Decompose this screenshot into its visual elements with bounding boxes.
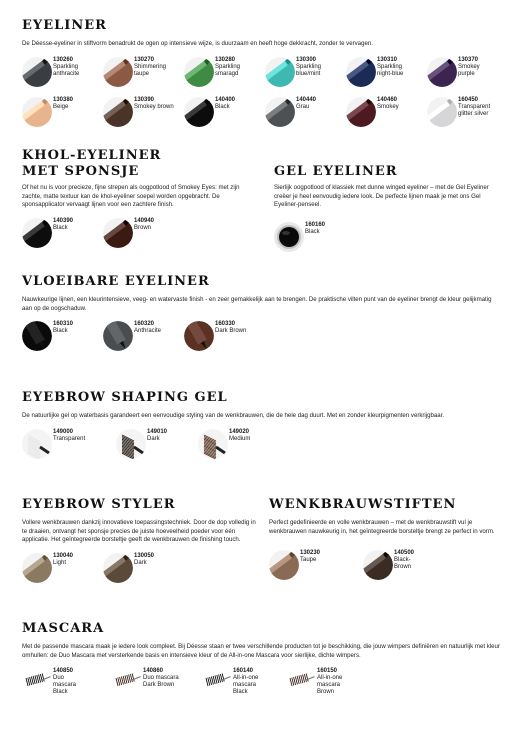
- product-name: Shimmering taupe: [134, 63, 167, 77]
- section-vloeibare-eyeliner: [22, 274, 502, 357]
- pencil-image: [22, 57, 52, 87]
- product-item[interactable]: [427, 57, 497, 93]
- liquid-liner-image: [103, 321, 133, 351]
- product-grid: [22, 668, 502, 704]
- product-code: 160330: [215, 321, 236, 328]
- product-name: Beige: [53, 103, 69, 110]
- section-description: Met de passende mascara maak je iedere look compleet. Bij Déesse staan er twee verschillende producten tot je beschikking, die jouw wimpers definiëren en natuurlijk met kleur omhullen: de Duo Mascara met versterkende basis en intensieve kleur of de All-in-one Mascara voor sierlijke, dichte wimpers.: [22, 643, 500, 659]
- product-name: Dark: [134, 559, 147, 566]
- product-name: Medium: [229, 435, 251, 442]
- section-description: Perfect gedefinieerde en volle wenkbrauwen – met de wenkbrauwstift vul je wenkbrauwen nauwkeurig in, het geïntegreerde borsteltje brengt ze perfect in vorm.: [269, 519, 495, 535]
- section-description: De Déesse-eyeliner in stiftvorm benadrukt de ogen op intensieve wijze, is duurzaam en heeft hoge dekkracht, zonder te vervagen.: [22, 40, 373, 47]
- product-item[interactable]: [22, 321, 92, 357]
- mascara-wand-image: [112, 668, 142, 698]
- pencil-image: [184, 57, 214, 87]
- section-title: EYELINER: [22, 18, 107, 33]
- product-code: 140850: [53, 668, 74, 675]
- section-title: KHOL-EYELINER MET SPONSJE: [22, 148, 162, 179]
- product-name: Black: [53, 328, 68, 335]
- product-code: 130230: [300, 550, 321, 557]
- product-code: 140500: [394, 550, 415, 557]
- pencil-image: [22, 97, 52, 127]
- product-item[interactable]: [269, 550, 339, 586]
- section-description: Of het nu is voor precieze, fijne strepen als oogpotlood of Smokey Eyes: met zijn zachte, matte textuur kan de khol-eyeliner soepel worden opgebracht. De sponsapplicator vervaagt lijnen voor een zachtere finish.: [22, 184, 240, 209]
- pencil-image: [346, 97, 376, 127]
- section-description: Nauwkeurige lijnen, een kleurintensieve, veeg- en watervaste finish - en zeer gemakkelijk aan te brengen. De praktische vilten punt van de eyeliner brengt de kleur gelijkmatig aan op de oogschaduw.: [22, 296, 492, 312]
- product-item[interactable]: [346, 97, 416, 133]
- product-item[interactable]: [22, 553, 92, 589]
- product-name: All-in-one mascara Black: [233, 675, 259, 696]
- product-item[interactable]: [22, 668, 92, 704]
- product-code: 160320: [134, 321, 155, 328]
- product-name: Black: [215, 103, 230, 110]
- product-name: Smokey brown: [134, 103, 174, 110]
- section-title: WENKBRAUWSTIFTEN: [269, 497, 457, 512]
- mascara-wand-image: [202, 668, 232, 698]
- liquid-liner-image: [22, 321, 52, 351]
- product-item[interactable]: [112, 668, 182, 704]
- section-title: VLOEIBARE EYELINER: [22, 274, 210, 289]
- product-code: 160160: [305, 221, 326, 228]
- product-item[interactable]: [22, 429, 92, 465]
- brow-brush-image: [116, 429, 146, 459]
- pencil-image: [265, 57, 295, 87]
- product-item[interactable]: [427, 97, 497, 133]
- product-name: All-in-one mascara Brown: [317, 675, 343, 696]
- pencil-image: [22, 218, 52, 248]
- section-eyeliner: [22, 18, 502, 137]
- product-item[interactable]: [274, 222, 344, 258]
- section-description: Sierlijk oogpotlood of klassiek met dunne winged eyeliner – met de Gel Eyeliner creëer je heel eenvoudig iedere look. De perfecte lijnen maak je met ons Gel Eyeliner-penseel.: [274, 184, 489, 209]
- product-code: 149010: [147, 428, 168, 435]
- product-item[interactable]: [184, 57, 254, 93]
- product-grid: [274, 222, 504, 258]
- pencil-image: [427, 97, 457, 127]
- product-item[interactable]: [103, 97, 173, 133]
- product-code: 160140: [233, 668, 254, 675]
- mascara-wand-image: [286, 668, 316, 698]
- product-code: 140440: [296, 96, 317, 103]
- product-grid: [22, 321, 502, 357]
- pencil-image: [103, 553, 133, 583]
- product-code: 130040: [53, 552, 74, 559]
- pencil-image: [22, 553, 52, 583]
- product-name: Transparent glitter silver: [458, 103, 491, 117]
- pencil-image: [184, 97, 214, 127]
- product-code: 160150: [317, 668, 338, 675]
- product-grid: [22, 429, 502, 465]
- product-name: Light: [53, 559, 67, 566]
- product-code: 140460: [377, 96, 398, 103]
- product-code: 130390: [134, 96, 155, 103]
- pencil-image: [103, 57, 133, 87]
- product-name: Brown: [134, 224, 152, 231]
- product-name: Black: [305, 228, 320, 235]
- product-name: Grau: [296, 103, 310, 110]
- section-description: Vollere wenkbrauwen dankzij innovatieve toepassingstechniek. Door de dop volledig in te draaien, ontvangt het sponsje precies de juiste hoeveelheid poeder voor één applicatie. Het geïntegreerde borsteltje geeft de wenkbrauwen de finishing touch.: [22, 519, 256, 544]
- product-item[interactable]: [103, 321, 173, 357]
- product-item[interactable]: [184, 97, 254, 133]
- section-khol-eyeliner: [22, 148, 252, 254]
- product-code: 130050: [134, 552, 155, 559]
- product-name: Sparkling night-blue: [377, 63, 404, 77]
- product-item[interactable]: [116, 429, 186, 465]
- product-item[interactable]: [202, 668, 272, 704]
- product-grid: [22, 218, 252, 254]
- product-name: Anthracite: [134, 328, 162, 335]
- product-name: Sparkling smaragd: [215, 63, 241, 77]
- brow-brush-image: [198, 429, 228, 459]
- pencil-image: [427, 57, 457, 87]
- section-title: MASCARA: [22, 621, 105, 636]
- section-mascara: [22, 621, 502, 704]
- product-name: Black: [53, 224, 68, 231]
- section-wenkbrauwstiften: [269, 497, 504, 586]
- product-code: 160450: [458, 96, 479, 103]
- product-item[interactable]: [265, 57, 335, 93]
- product-name: Dark: [147, 435, 160, 442]
- product-name: Dark Brown: [215, 328, 247, 335]
- product-item[interactable]: [198, 429, 268, 465]
- product-item[interactable]: [22, 218, 92, 254]
- product-item[interactable]: [363, 550, 433, 586]
- product-grid: [22, 553, 257, 589]
- brow-brush-image: [22, 429, 52, 459]
- product-name: Black-Brown: [394, 557, 412, 571]
- product-name: Duo mascara Dark Brown: [143, 675, 179, 689]
- product-item[interactable]: [265, 97, 335, 133]
- pencil-image: [103, 218, 133, 248]
- pencil-image: [265, 97, 295, 127]
- product-name: Sparkling blue/mint: [296, 63, 322, 77]
- product-code: 160310: [53, 321, 74, 328]
- section-gel-eyeliner: [274, 164, 504, 258]
- product-code: 130300: [296, 56, 317, 63]
- product-item[interactable]: [22, 57, 92, 93]
- product-code: 140390: [53, 217, 74, 224]
- section-title: GEL EYELINER: [274, 164, 398, 179]
- product-name: Smokey purple: [458, 63, 480, 77]
- product-code: 130260: [53, 56, 74, 63]
- product-name: Taupe: [300, 557, 317, 564]
- section-title: EYEBROW STYLER: [22, 497, 176, 512]
- product-code: 140860: [143, 668, 164, 675]
- product-item[interactable]: [22, 97, 92, 133]
- section-description: De natuurlijke gel op waterbasis garandeert een eenvoudige styling van de wenkbrauwen, die de hele dag duurt. Met en zonder kleurpigmenten verkrijgbaar.: [22, 412, 445, 419]
- product-code: 140940: [134, 217, 155, 224]
- mascara-wand-image: [22, 668, 52, 698]
- section-eyebrow-styler: [22, 497, 257, 589]
- gel-pot-image: [274, 222, 304, 252]
- product-name: Smokey: [377, 103, 399, 110]
- product-code: 149000: [53, 428, 74, 435]
- product-code: 140400: [215, 96, 236, 103]
- product-item[interactable]: [103, 57, 173, 93]
- product-name: Transparent: [53, 435, 86, 442]
- pencil-image: [346, 57, 376, 87]
- product-item[interactable]: [103, 553, 173, 589]
- product-code: 130310: [377, 56, 398, 63]
- product-name: Duo mascara Black: [53, 675, 77, 696]
- product-code: 130280: [215, 56, 236, 63]
- pencil-image: [269, 550, 299, 580]
- product-item[interactable]: [286, 668, 356, 704]
- liquid-liner-image: [184, 321, 214, 351]
- product-grid: [22, 57, 502, 137]
- section-title: EYEBROW SHAPING GEL: [22, 390, 228, 405]
- product-code: 130370: [458, 56, 479, 63]
- product-code: 149020: [229, 428, 250, 435]
- product-item[interactable]: [184, 321, 254, 357]
- product-grid: [269, 550, 504, 586]
- pencil-image: [103, 97, 133, 127]
- pencil-image: [363, 550, 393, 580]
- product-name: Sparkling anthracite: [53, 63, 80, 77]
- product-item[interactable]: [346, 57, 416, 93]
- product-code: 130270: [134, 56, 155, 63]
- product-code: 130380: [53, 96, 74, 103]
- product-item[interactable]: [103, 218, 173, 254]
- section-eyebrow-shaping-gel: [22, 390, 502, 465]
